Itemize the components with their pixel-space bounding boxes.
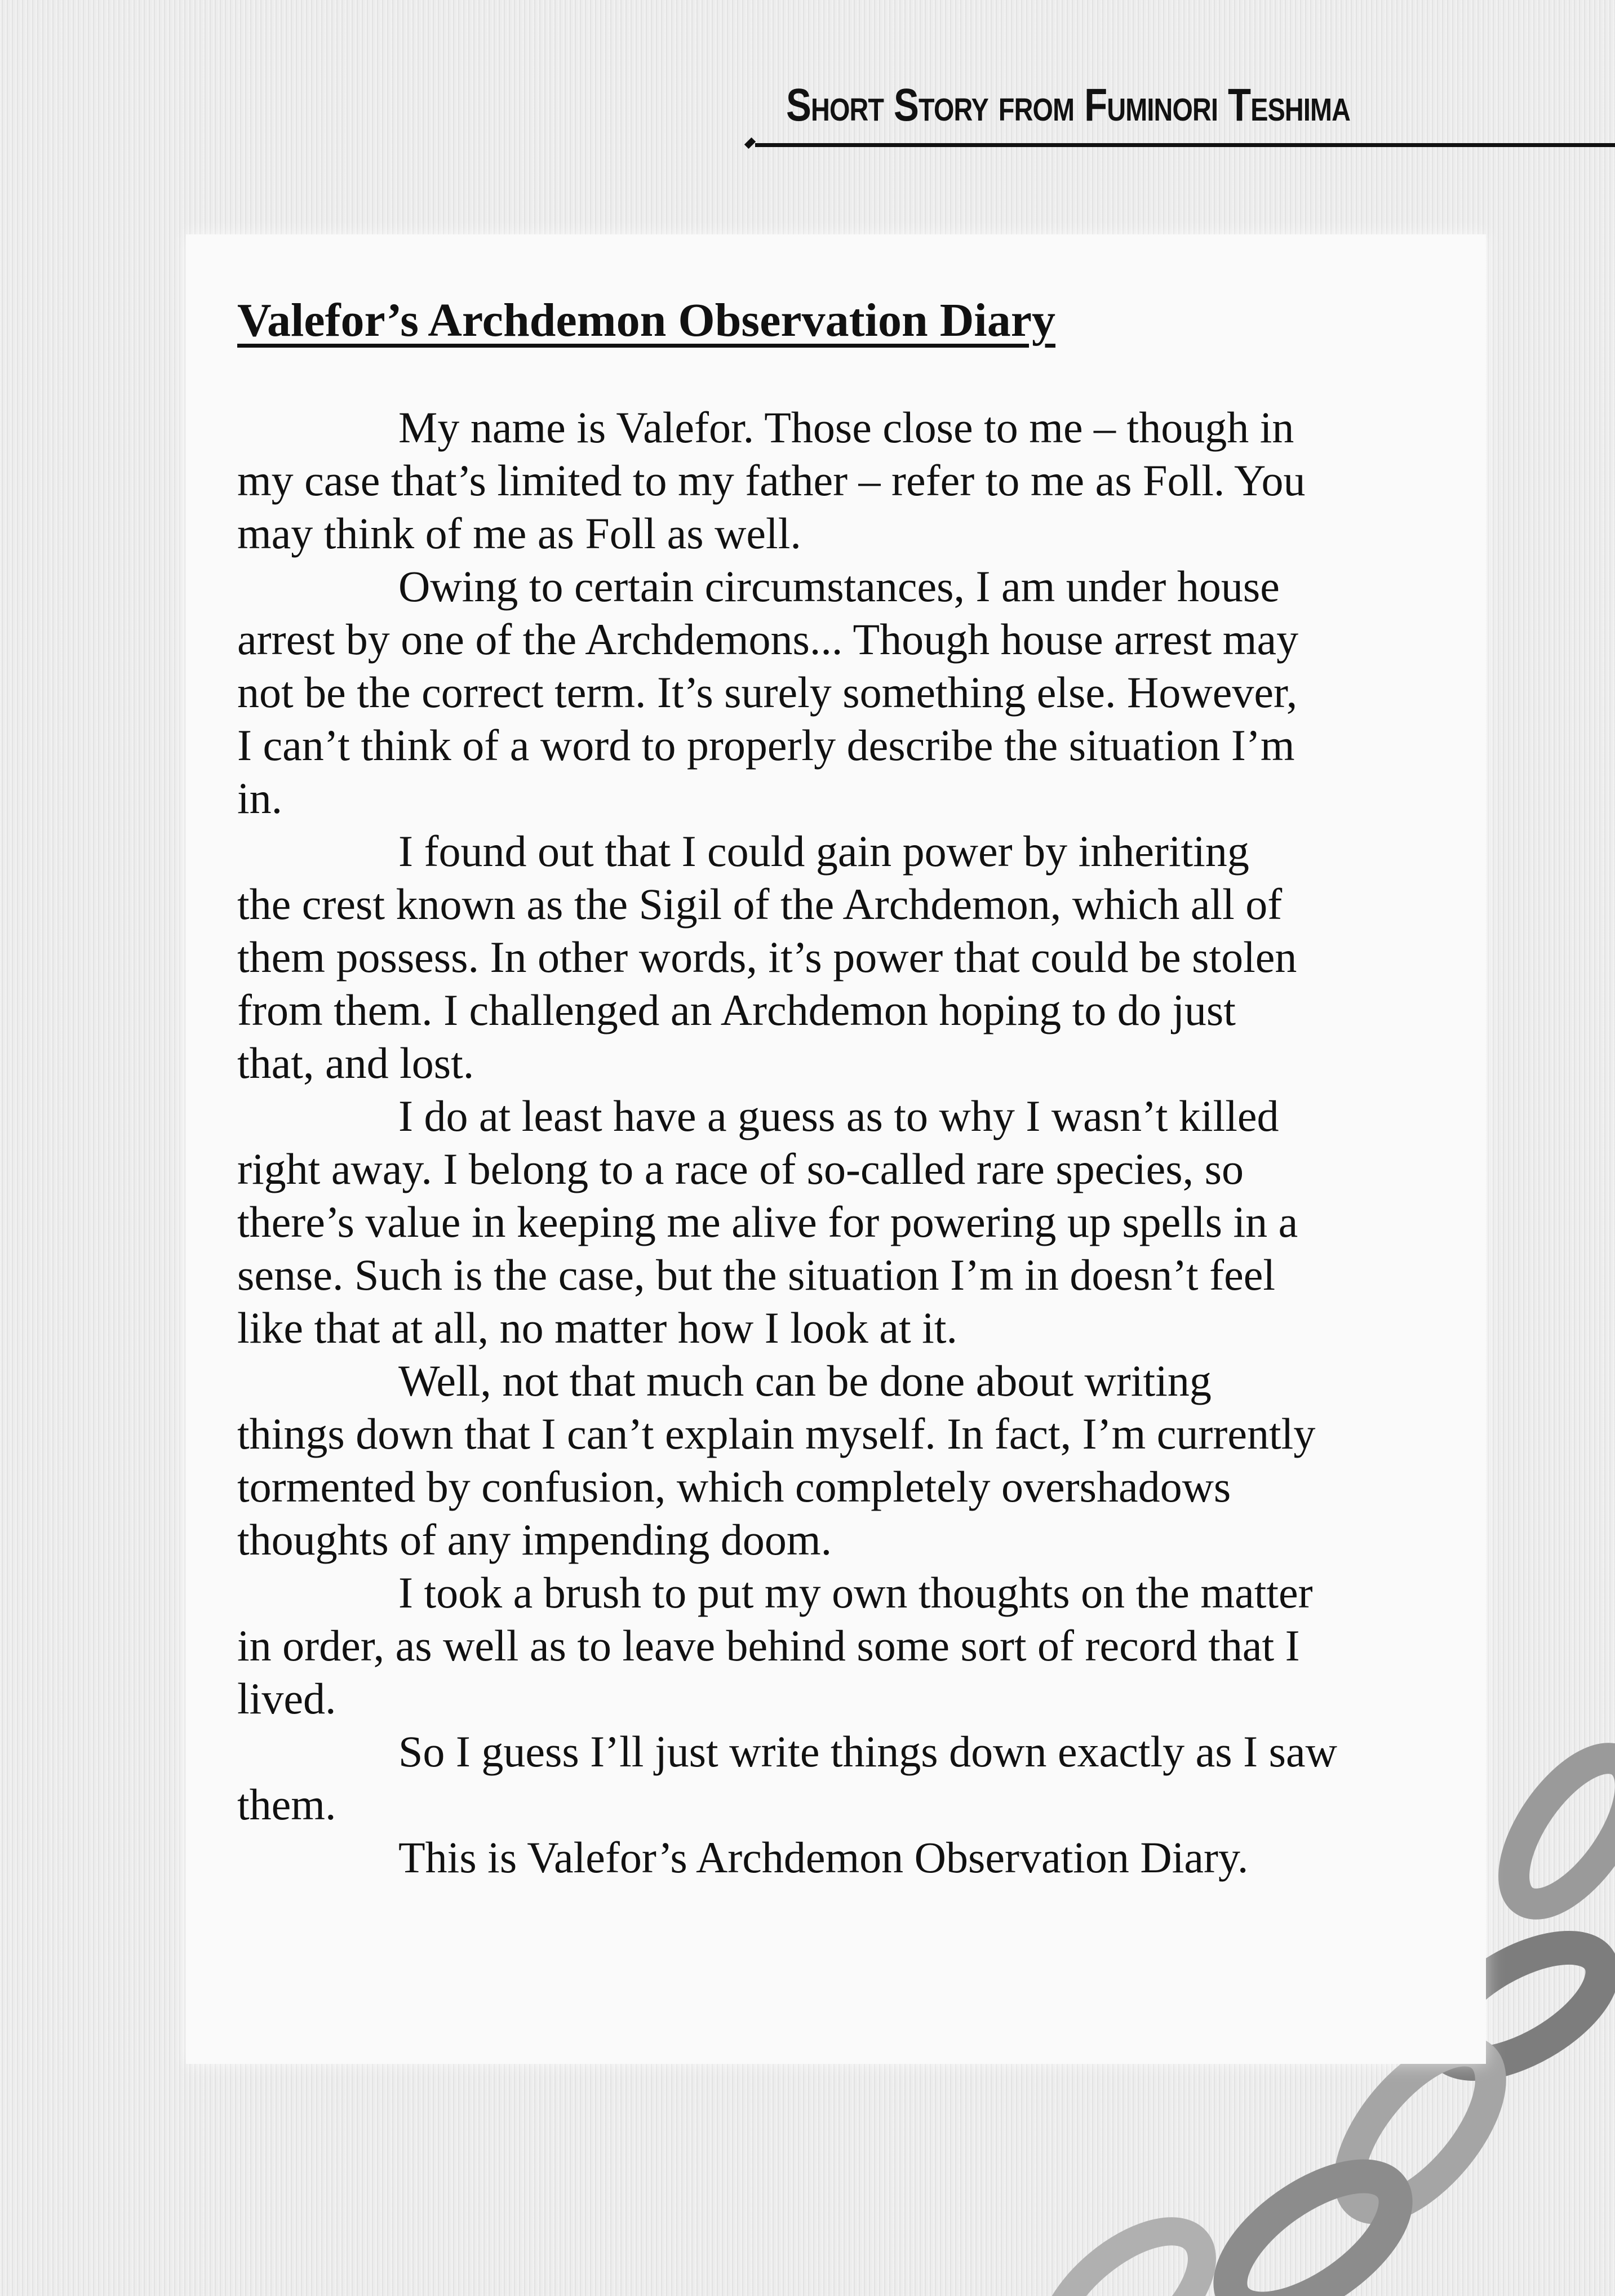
text-line: things down that I can’t explain myself. In fact, I’m currently: [237, 1409, 1316, 1458]
text-line: thoughts of any impending doom.: [237, 1515, 832, 1564]
document-title: Valefor’s Archdemon Observation Diary: [237, 294, 1055, 347]
text-line: like that at all, no matter how I look at it.: [237, 1303, 958, 1352]
text-line: that, and lost.: [237, 1038, 474, 1087]
text-line: sense. Such is the case, but the situation I’m in doesn’t feel: [237, 1250, 1275, 1299]
header-title: Short Story from Fuminori Teshima: [786, 79, 1351, 131]
text-line: them possess. In other words, it’s power that could be stolen: [237, 932, 1297, 982]
document-body: [237, 401, 1337, 1884]
text-line: lived.: [237, 1674, 336, 1723]
text-line: from them. I challenged an Archdemon hoping to do just: [237, 985, 1236, 1034]
text-line: in order, as well as to leave behind some sort of record that I: [237, 1621, 1300, 1670]
paragraph: [237, 1725, 1337, 1831]
paragraph: [237, 825, 1337, 1090]
text-line: may think of me as Foll as well.: [237, 509, 801, 558]
text-line: there’s value in keeping me alive for powering up spells in a: [237, 1197, 1298, 1246]
text-line: them.: [237, 1780, 336, 1829]
text-line: This is Valefor’s Archdemon Observation Diary.: [398, 1833, 1249, 1882]
text-line: Well, not that much can be done about writing: [398, 1356, 1212, 1405]
paragraph: [237, 1831, 1337, 1884]
text-line: My name is Valefor. Those close to me – though in: [398, 403, 1294, 452]
text-line: the crest known as the Sigil of the Archdemon, which all of: [237, 880, 1283, 929]
text-line: right away. I belong to a race of so-called rare species, so: [237, 1144, 1244, 1193]
text-line: tormented by confusion, which completely overshadows: [237, 1462, 1231, 1511]
paragraph: [237, 1566, 1337, 1725]
text-line: not be the correct term. It’s surely something else. However,: [237, 668, 1298, 717]
paragraph: [237, 1354, 1337, 1566]
text-line: my case that’s limited to my father – refer to me as Foll. You: [237, 456, 1306, 505]
paragraph: [237, 401, 1337, 560]
text-line: I found out that I could gain power by inheriting: [398, 827, 1249, 876]
text-line: I can’t think of a word to properly describe the situation I’m: [237, 721, 1295, 770]
text-line: I do at least have a guess as to why I wasn’t killed: [398, 1091, 1279, 1140]
text-line: in.: [237, 774, 283, 823]
text-line: So I guess I’ll just write things down exactly as I saw: [398, 1727, 1337, 1776]
header-rule: [755, 143, 1615, 147]
paragraph: [237, 560, 1337, 825]
text-line: I took a brush to put my own thoughts on the matter: [398, 1568, 1313, 1617]
paragraph: [237, 1090, 1337, 1354]
text-line: Owing to certain circumstances, I am under house: [398, 562, 1280, 611]
text-line: arrest by one of the Archdemons... Though house arrest may: [237, 615, 1299, 664]
